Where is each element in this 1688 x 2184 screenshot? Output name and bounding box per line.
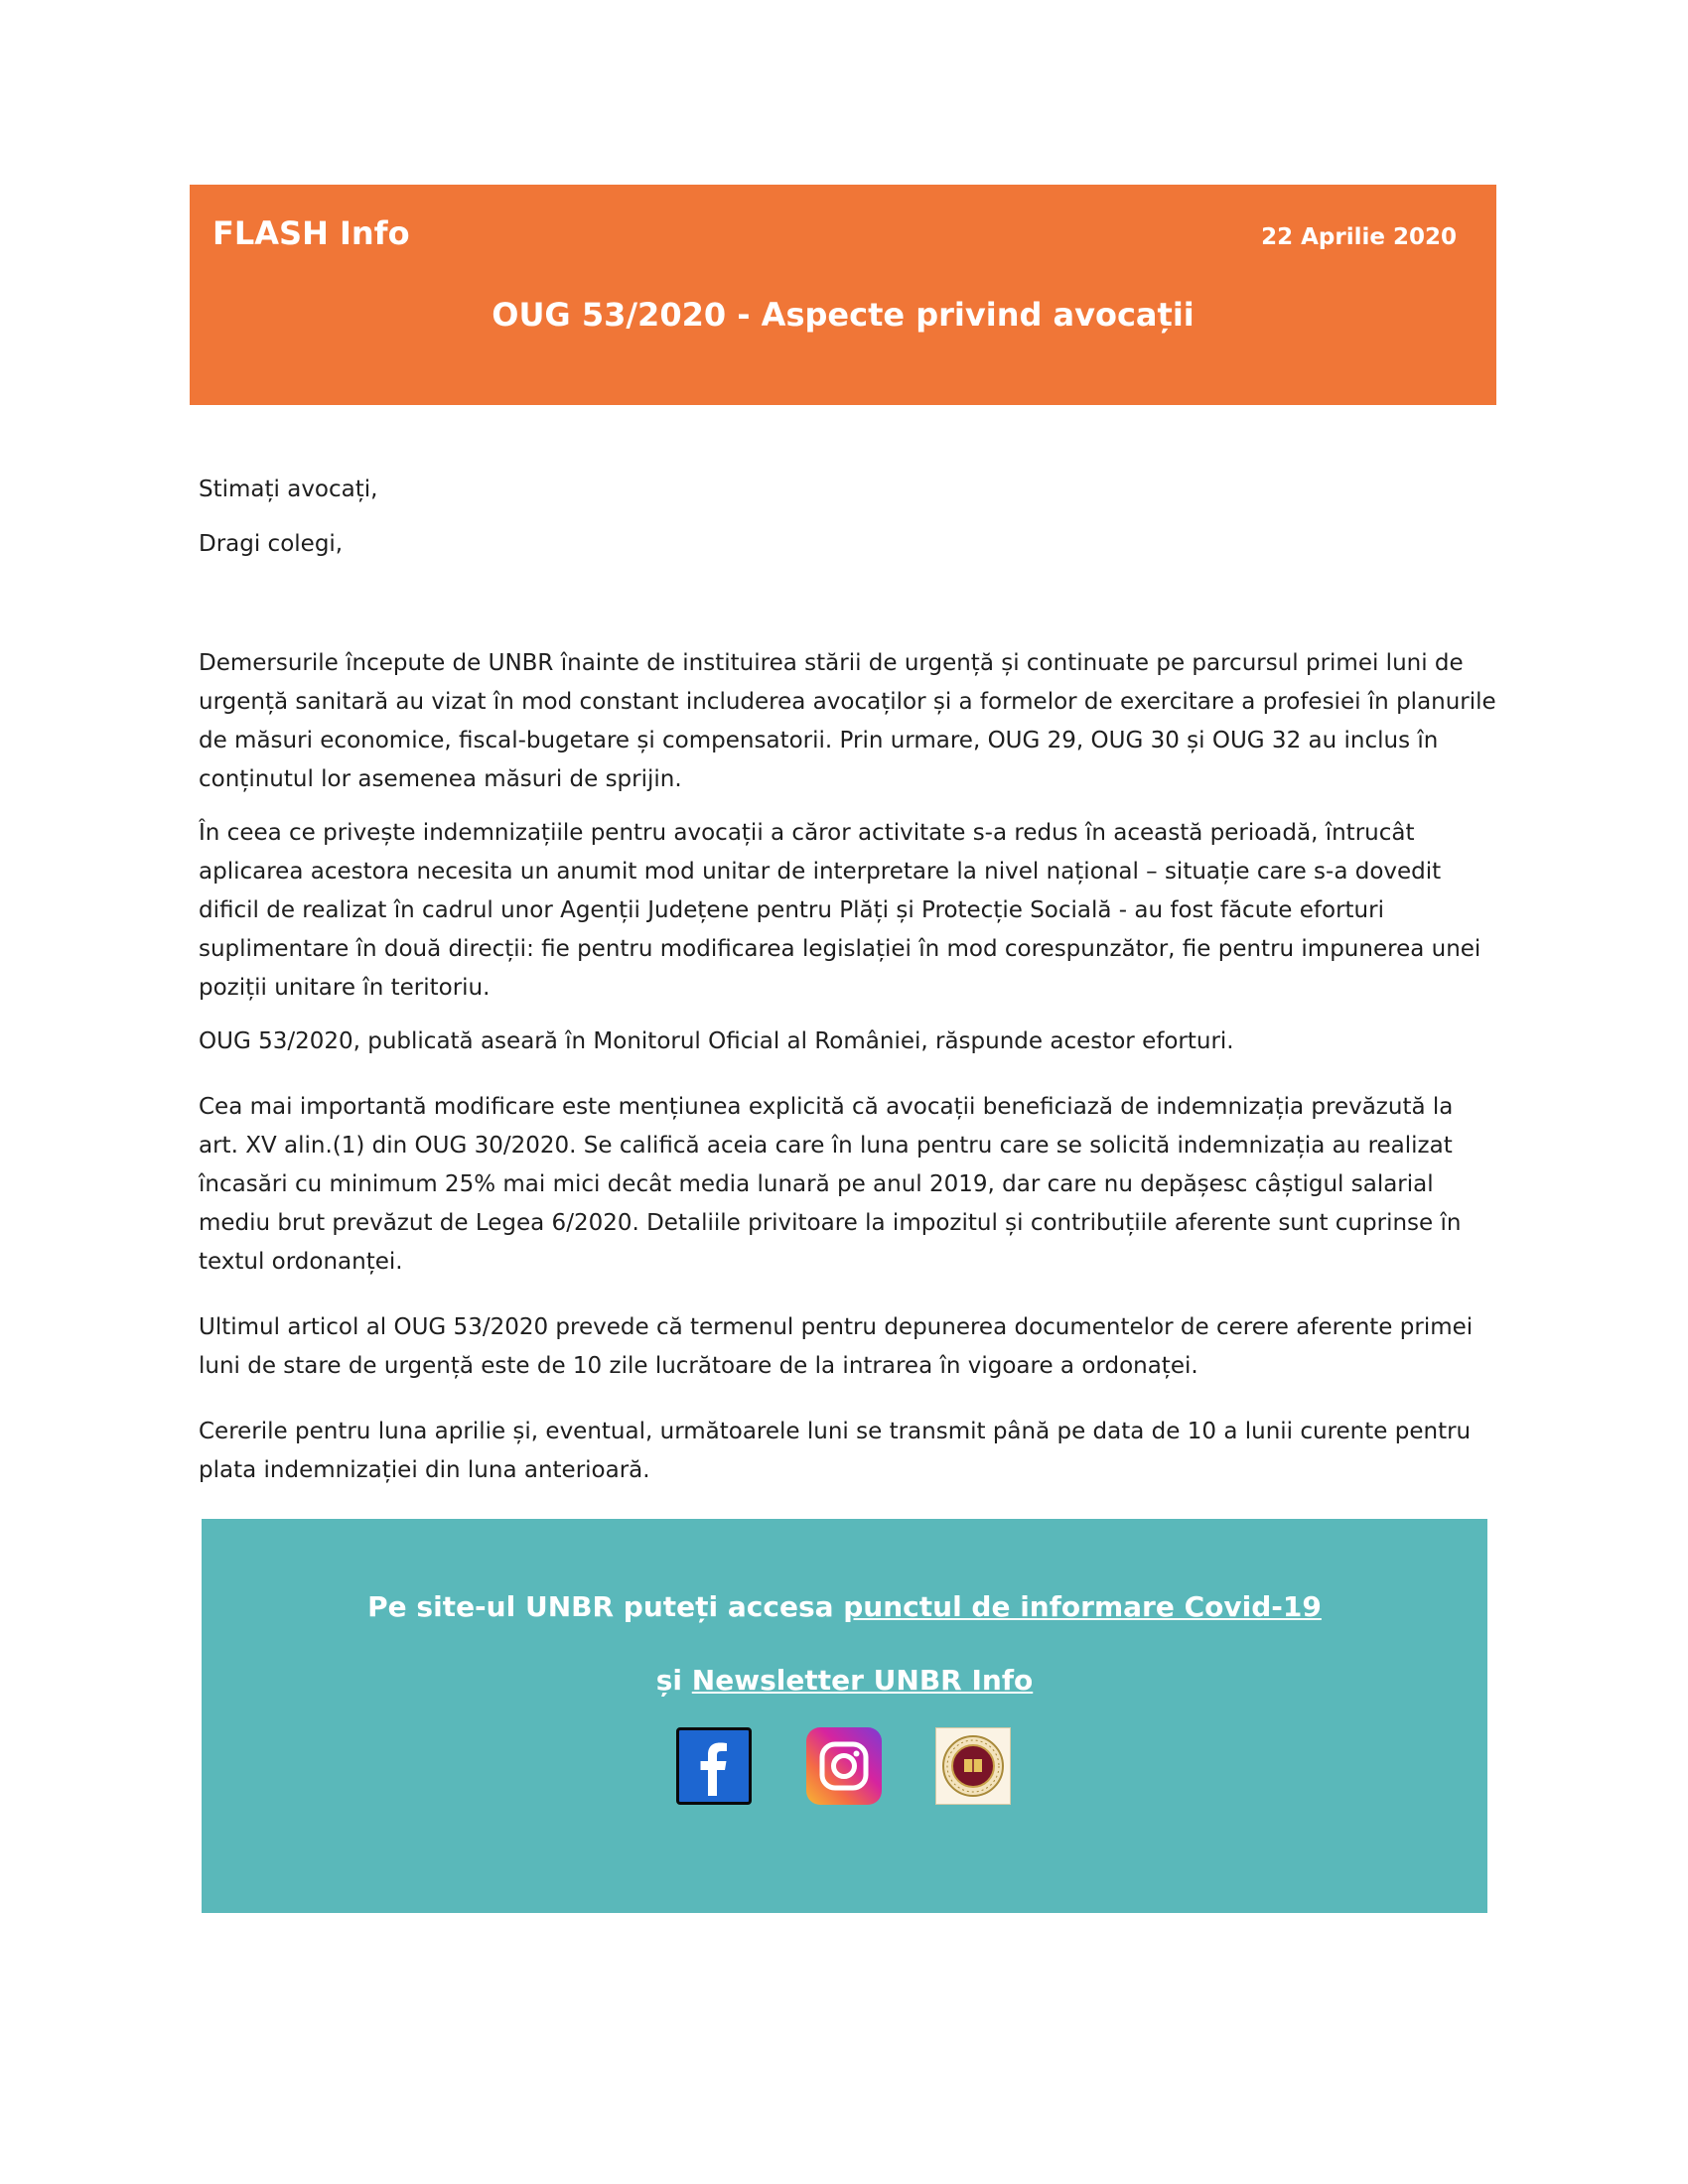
paragraph-4: Cea mai importantă modificare este mențiunea explicită că avocații beneficiază de indemnizația prevăzută la art. XV alin.(1) din OUG 30/2020. Se califică aceia care în luna pentru care se solicită indemnizația au realizat încasări cu minimum 25% mai mici decât media lunară pe anul 2019, dar care nu depășesc câștigul salarial mediu brut prevăzut de Legea 6/2020. Detaliile privitoare la impozitul și contribuțiile aferente sunt cuprinse în textul ordonanței.: [199, 1094, 1462, 1275]
paragraph-6: Cererile pentru luna aprilie și, eventual, următoarele luni se transmit până pe data de 10 a lunii curente pentru plata indemnizației din luna anterioară.: [199, 1419, 1472, 1483]
issue-date: 22 Aprilie 2020: [1261, 224, 1457, 250]
greeting-line-1: Stimați avocați,: [199, 477, 378, 502]
covid-info-link[interactable]: punctul de informare Covid-19: [843, 1590, 1322, 1623]
paragraph-2: În ceea ce privește indemnizațiile pentru avocații a căror activitate s-a redus în această perioadă, întrucât aplicarea acestora necesita un anumit mod unitar de interpretare la nivel național – situație care s-a dovedit dificil de realizat în cadrul unor Agenții Județene pentru Plăți și Protecție Socială - au fost făcute eforturi suplimentare în două direcții: fie pentru modificarea legislației în mod corespunzător, fie pentru impunerea unei poziții unitare în teritoriu.: [199, 820, 1481, 1001]
page-title: OUG 53/2020 - Aspecte privind avocații: [492, 296, 1195, 334]
paragraph-3: OUG 53/2020, publicată aseară în Monitorul Oficial al României, răspunde acestor eforturi.: [199, 1028, 1234, 1054]
footer-line-1-text: Pe site-ul UNBR puteți accesa: [367, 1590, 844, 1623]
brand-label: FLASH Info: [212, 214, 410, 252]
newsletter-link[interactable]: Newsletter UNBR Info: [691, 1664, 1034, 1697]
greeting-line-2: Dragi colegi,: [199, 531, 344, 557]
flash-info-header: [190, 185, 1496, 405]
paragraph-5: Ultimul articol al OUG 53/2020 prevede că termenul pentru depunerea documentelor de cerere aferente primei luni de stare de urgență este de 10 zile lucrătoare de la intrarea în vigoare a ordonaței.: [199, 1314, 1474, 1379]
footer-line-1: [202, 1590, 1487, 1623]
footer-line-2: [202, 1664, 1487, 1697]
instagram-icon[interactable]: [806, 1727, 882, 1805]
footer-line-2-text: și: [655, 1664, 692, 1697]
paragraph-1: Demersurile începute de UNBR înainte de instituirea stării de urgență și continuate pe parcursul primei luni de urgență sanitară au vizat în mod constant includerea avocaților și a formelor de exercitare a profesiei în planurile de măsuri economice, fiscal-bugetare și compensatorii. Prin urmare, OUG 29, OUG 30 și OUG 32 au inclus în conținutul lor asemenea măsuri de sprijin.: [199, 650, 1496, 792]
footer-banner: [202, 1519, 1487, 1913]
unbr-logo-icon[interactable]: [935, 1727, 1011, 1805]
facebook-icon[interactable]: [676, 1727, 752, 1805]
letter-body: [199, 471, 1499, 1490]
